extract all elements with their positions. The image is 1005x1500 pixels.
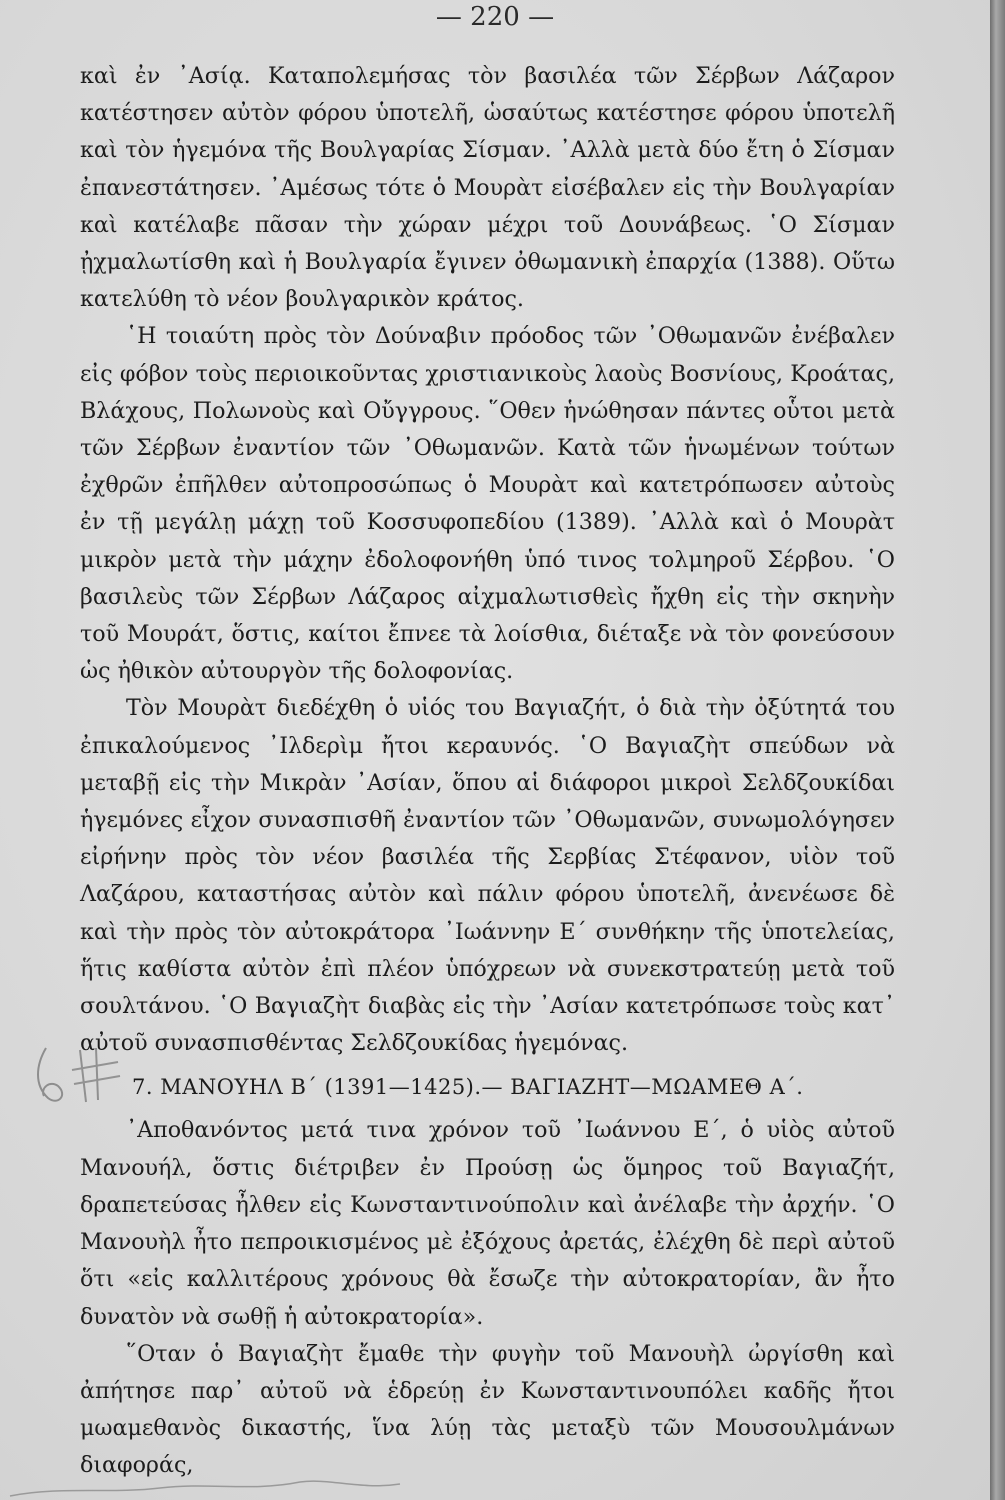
section-heading: 7. ΜΑΝΟΥΗΛ Β΄ (1391—1425).— ΒΑΓΙΑΖΗΤ—ΜΩΑΜΕΘ Α΄. bbox=[132, 1075, 804, 1100]
page-edge bbox=[990, 0, 1005, 1500]
page-number: — 220 — bbox=[435, 2, 555, 32]
paragraph-4: ᾿Αποθανόντος μετά τινα χρόνον τοῦ ᾿Ιωάννου Ε΄, ὁ υἱὸς αὐτοῦ Μανουήλ, ὅστις διέτριβεν ἐν Προύσῃ ὡς ὅμηρος τοῦ Βαγιαζήτ, δραπετεύσας ἦλθεν εἰς Κωνσταντινούπολιν καὶ ἀνέλαβε τὴν ἀρχήν. ῾Ο Μανουὴλ ἦτο πεπροικισμένος μὲ ἐξόχους ἀρετάς, ἐλέχθη δὲ περὶ αὐτοῦ ὅτι «εἰς καλλιτέρους χρόνους θὰ ἔσωζε τὴν αὐτοκρατορίαν, ἂν ἦτο δυνατὸν νὰ σωθῇ ἡ αὐτοκρατορία». bbox=[80, 1117, 895, 1330]
paragraph-3: Τὸν Μουρὰτ διεδέχθη ὁ υἱός του Βαγιαζήτ, ὁ διὰ τὴν ὀξύτητά του ἐπικαλούμενος ᾿Ιλδερὶμ ἤτοι κεραυνός. ῾Ο Βαγιαζὴτ σπεύδων νὰ μεταβῇ εἰς τὴν Μικρὰν ᾿Ασίαν, ὅπου αἱ διάφοροι μικροὶ Σελδζουκίδαι ἡγεμόνες εἶχον συνασπισθῆ ἐναντίον τῶν ᾿Οθωμανῶν, συνωμολόγησεν εἰρήνην πρὸς τὸν νέον βασιλέα τῆς Σερβίας Στέφανον, υἱὸν τοῦ Λαζάρου, καταστήσας αὐτὸν καὶ πάλιν φόρου ὑποτελῆ, ἀνενέωσε δὲ καὶ τὴν πρὸς τὸν αὐτοκράτορα ᾿Ιωάννην Ε΄ συνθήκην τῆς ὑποτελείας, ἥτις καθίστα αὐτὸν ἐπὶ πλέον ὑπόχρεων νὰ συνεκστρατεύῃ μετὰ τοῦ σουλτάνου. ῾Ο Βαγιαζὴτ διαβὰς εἰς τὴν ᾿Ασίαν κατετρόπωσε τοὺς κατ᾿ αὐτοῦ συνασπισθέντας Σελδζουκίδας ἡγεμόνας. bbox=[80, 695, 895, 1057]
paragraph-2: ῾Η τοιαύτη πρὸς τὸν Δούναβιν πρόοδος τῶν ᾿Οθωμανῶν ἐνέβαλεν εἰς φόβον τοὺς περιοικοῦντας χριστιανικοὺς λαοὺς Βοσνίους, Κροάτας, Βλάχους, Πολωνοὺς καὶ Οὔγγρους. ῞Οθεν ἡνώθησαν πάντες οὗτοι μετὰ τῶν Σέρβων ἐναντίον τῶν ᾿Οθωμανῶν. Κατὰ τῶν ἡνωμένων τούτων ἐχθρῶν ἐπῆλθεν αὐτοπροσώπως ὁ Μουρὰτ καὶ κατετρόπωσεν αὐτοὺς ἐν τῇ μεγάλῃ μάχῃ τοῦ Κοσσυφοπεδίου (1389). ᾿Αλλὰ καὶ ὁ Μουρὰτ μικρὸν μετὰ τὴν μάχην ἐδολοφονήθη ὑπό τινος τολμηροῦ Σέρβου. ῾Ο βασιλεὺς τῶν Σέρβων Λάζαρος αἰχμαλωτισθεὶς ἤχθη εἰς τὴν σκηνὴν τοῦ Μουράτ, ὅστις, καίτοι ἔπνεε τὰ λοίσθια, διέταξε νὰ τὸν φονεύσουν ὡς ἠθικὸν αὐτουργὸν τῆς δολοφονίας. bbox=[80, 323, 895, 685]
pencil-margin-mark bbox=[28, 1040, 138, 1110]
paragraph-5: ῞Οταν ὁ Βαγιαζὴτ ἔμαθε τὴν φυγὴν τοῦ Μανουὴλ ὠργίσθη καὶ ἀπήτησε παρ᾿ αὐτοῦ νὰ ἑδρεύῃ ἐν Κωνσταντινουπόλει καδῆς ἤτοι μωαμεθανὸς δικαστής, ἵνα λύῃ τὰς μεταξὺ τῶν Μουσουλμάνων διαφοράς, bbox=[80, 1340, 895, 1479]
body-text bbox=[80, 58, 895, 1485]
pencil-scribble bbox=[0, 1474, 420, 1500]
paragraph-1: καὶ ἐν ᾿Ασίᾳ. Καταπολεμήσας τὸν βασιλέα τῶν Σέρβων Λάζαρον κατέστησεν αὐτὸν φόρου ὑποτελῆ, ὡσαύτως κατέστησε φόρου ὑποτελῆ καὶ τὸν ἡγεμόνα τῆς Βουλγαρίας Σίσμαν. ᾿Αλλὰ μετὰ δύο ἔτη ὁ Σίσμαν ἐπανεστάτησεν. ᾿Αμέσως τότε ὁ Μουρὰτ εἰσέβαλεν εἰς τὴν Βουλγαρίαν καὶ κατέλαβε πᾶσαν τὴν χώραν μέχρι τοῦ Δουνάβεως. ῾Ο Σίσμαν ᾐχμαλωτίσθη καὶ ἡ Βουλγαρία ἔγινεν ὀθωμανικὴ ἐπαρχία (1388). Οὕτω κατελύθη τὸ νέον βουλγαρικὸν κράτος. bbox=[80, 63, 895, 313]
